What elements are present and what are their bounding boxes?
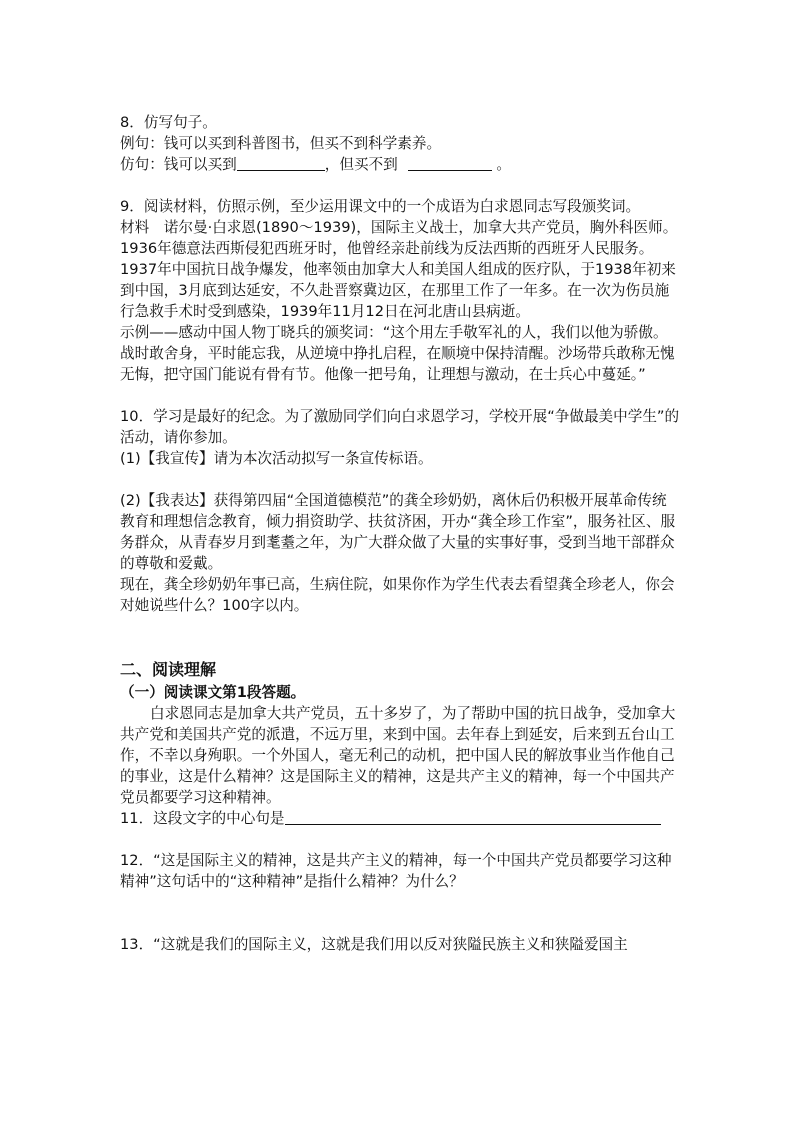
q8-imitate-a: 仿句：钱可以买到 (120, 156, 237, 173)
q8-imitate-line (120, 154, 680, 175)
q11-answer-blank[interactable] (285, 809, 661, 825)
q12-text: 12．“这是国际主义的精神，这是共产主义的精神，每一个中国共产党员都要学习这种精神”这句话中的“这种精神”是指什么精神？为什么？ (120, 852, 672, 890)
q10-title: 10．学习是最好的纪念。为了激励同学们向白求恩学习，学校开展“争做最美中学生”的活动，请你参加。 (120, 408, 680, 446)
q8-imitate-c: 。 (496, 156, 511, 173)
q8-example: 例句：钱可以买到科普图书，但买不到科学素养。 (120, 135, 442, 152)
q9-title: 9．阅读材料，仿照示例，至少运用课文中的一个成语为白求恩同志写段颁奖词。 (120, 198, 641, 215)
section-title: 二、阅读理解 (120, 660, 217, 679)
section-subtitle: （一）阅读课文第1段答题。 (120, 684, 306, 701)
q8-title: 8．仿写句子。 (120, 114, 217, 131)
q8-blank-2[interactable] (408, 155, 492, 171)
q10-part1: (1)【我宣传】请为本次活动拟写一条宣传标语。 (120, 450, 433, 467)
q8-imitate-b: ，但买不到 (324, 156, 398, 173)
q9-example: 示例——感动中国人物丁晓兵的颁奖词：“这个用左手敬军礼的人，我们以他为骄傲。战时敢舍身，平时能忘我，从逆境中挣扎启程，在顺境中保持清醒。沙场带兵敢称无愧无悔，把守国门能说有骨有节。他像一把号角，让理想与激动，在士兵心中蔓延。” (120, 324, 675, 383)
q8-blank-1[interactable] (237, 155, 325, 171)
q9-material: 材料 诺尔曼·白求恩(1890～1939)，国际主义战士，加拿大共产党员，胸外科医师。1936年德意法西斯侵犯西班牙时，他曾经亲赴前线为反法西斯的西班牙人民服务。1937年中国抗日战争爆发，他率领由加拿大人和美国人组成的医疗队，于1938年初来到中国，3月底到达延安，不久赴晋察冀边区，在那里工作了一年多。在一次为伤员施行急救手术时受到感染，1939年11月12日在河北唐山县病逝。 (120, 219, 678, 320)
reading-passage: 白求恩同志是加拿大共产党员，五十多岁了，为了帮助中国的抗日战争，受加拿大共产党和美国共产党的派遣，不远万里，来到中国。去年春上到延安，后来到五台山工作，不幸以身殉职。一个外国人，毫无利己的动机，把中国人民的解放事业当作他自己的事业，这是什么精神？这是国际主义的精神，这是共产主义的精神，每一个中国共产党员都要学习这种精神。 (120, 705, 676, 806)
q10-part2: (2)【我表达】获得第四届“全国道德模范”的龚全珍奶奶，离休后仍积极开展革命传统教育和理想信念教育，倾力捐资助学、扶贫济困，开办“龚全珍工作室”，服务社区、服务群众，从青春岁月到耄耋之年，为广大群众做了大量的实事好事，受到当地干部群众的尊敬和爱戴。 (120, 492, 676, 572)
q13-text: 13．“这就是我们的国际主义，这就是我们用以反对狭隘民族主义和狭隘爱国主 (120, 936, 628, 953)
q10-part2-task: 现在，龚全珍奶奶年事已高，生病住院，如果你作为学生代表去看望龚全珍老人，你会对她说些什么？100字以内。 (120, 576, 675, 614)
q11-text: 11．这段文字的中心句是 (120, 810, 285, 827)
document-page (120, 112, 680, 955)
q11-line (120, 808, 680, 829)
